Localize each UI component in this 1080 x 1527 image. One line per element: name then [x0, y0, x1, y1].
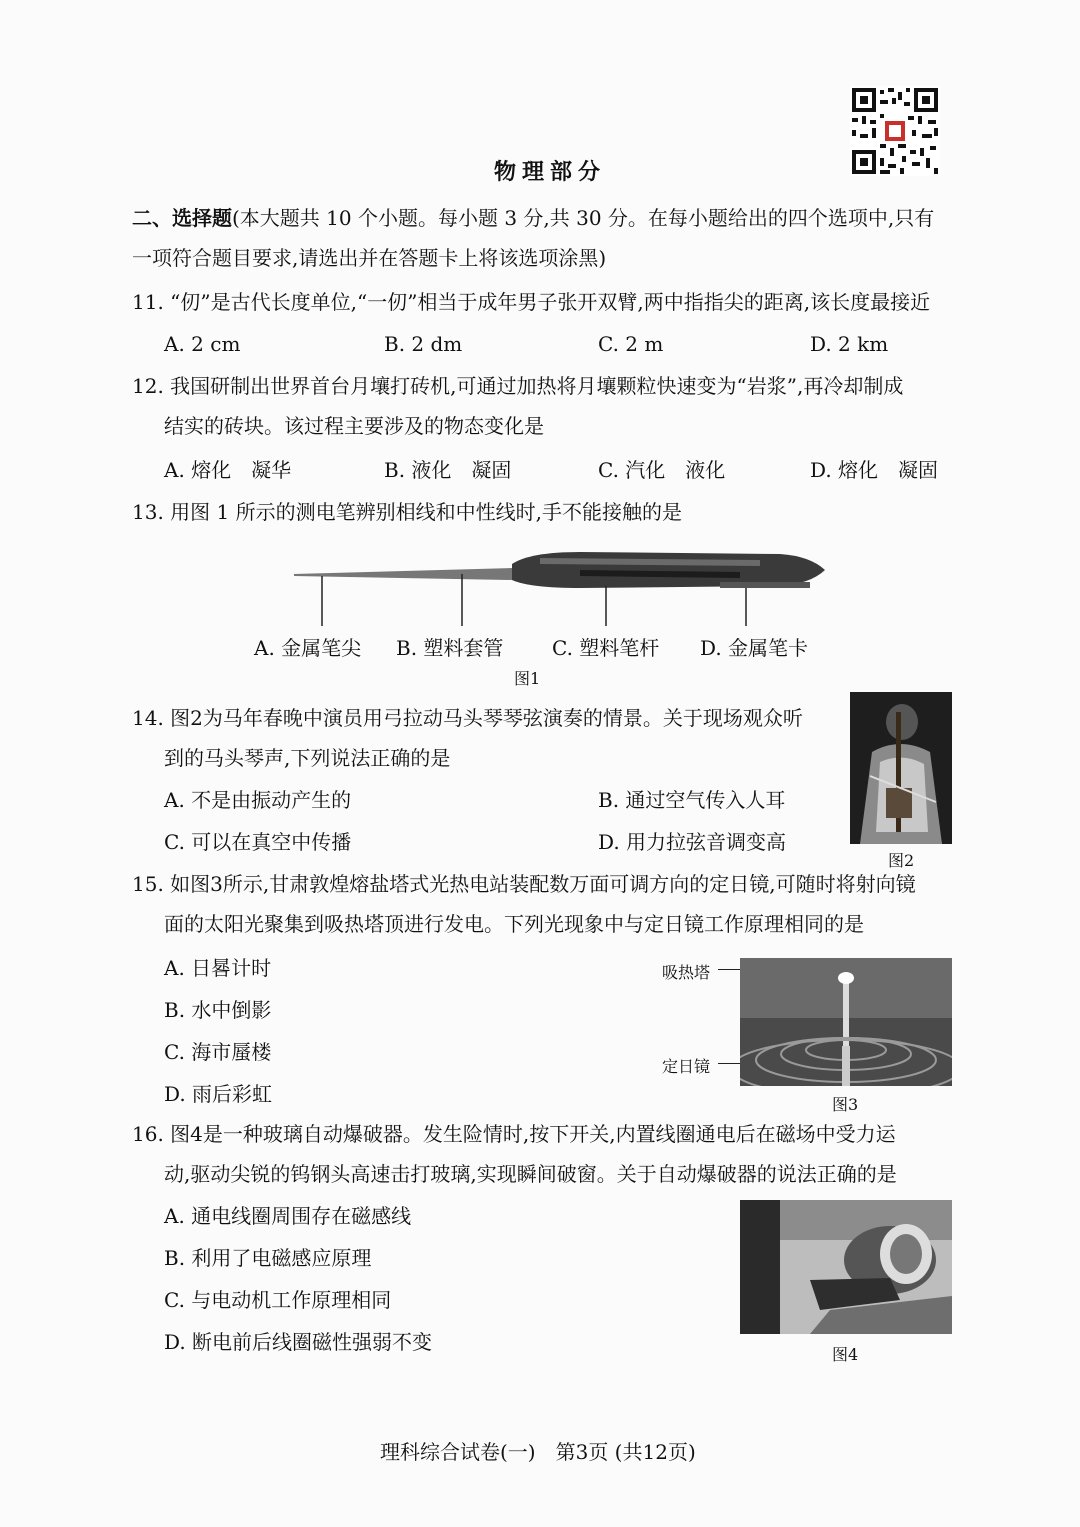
q15-option-b[interactable]: B. 水中倒影	[164, 998, 272, 1022]
q15-option-d[interactable]: D. 雨后彩虹	[164, 1082, 273, 1106]
question-13: 13. 用图 1 所示的测电笔辨别相线和中性线时,手不能接触的是	[132, 500, 682, 524]
qr-code	[850, 86, 940, 176]
q16-option-b[interactable]: B. 利用了电磁感应原理	[164, 1246, 372, 1270]
question-11: 11. “仞”是古代长度单位,“一仞”相当于成年男子张开双臂,两中指指尖的距离,该长度最接近	[132, 290, 931, 314]
q12-option-d[interactable]: D. 熔化 凝固	[810, 458, 939, 482]
solar-plant-photo	[740, 958, 952, 1086]
horsehead-fiddle-photo	[850, 692, 952, 844]
section-heading: 二、选择题	[132, 206, 232, 230]
question-16-line1: 16. 图4是一种玻璃自动爆破器。发生险情时,按下开关,内置线圈通电后在磁场中受力运	[132, 1122, 896, 1146]
glass-breaker-photo	[740, 1200, 952, 1334]
label-heliostat: 定日镜	[662, 1057, 711, 1076]
pen-label-d: D. 金属笔卡	[700, 636, 809, 660]
question-14-line1: 14. 图2为马年春晚中演员用弓拉动马头琴琴弦演奏的情景。关于现场观众听	[132, 706, 803, 730]
q12-option-a[interactable]: A. 熔化 凝华	[164, 458, 292, 482]
page-title: 物理部分	[494, 159, 607, 185]
pen-label-b: B. 塑料套管	[396, 636, 504, 660]
test-pen-figure	[280, 540, 840, 630]
q12-option-c[interactable]: C. 汽化 液化	[598, 458, 726, 482]
figure-4-caption: 图4	[832, 1345, 859, 1364]
question-12-line1: 12. 我国研制出世界首台月壤打砖机,可通过加热将月壤颗粒快速变为“岩浆”,再冷却制成	[132, 374, 904, 398]
section-instr-line1: (本大题共 10 个小题。每小题 3 分,共 30 分。在每小题给出的四个选项中,只有	[232, 206, 935, 230]
page-footer: 理科综合试卷(一) 第3页 (共12页)	[380, 1440, 696, 1464]
question-14-line2: 到的马头琴声,下列说法正确的是	[164, 746, 451, 770]
question-15-line2: 面的太阳光聚集到吸热塔顶进行发电。下列光现象中与定日镜工作原理相同的是	[164, 912, 864, 936]
section-instructions	[132, 204, 934, 232]
pen-label-c: C. 塑料笔杆	[552, 636, 660, 660]
q11-option-c[interactable]: C. 2 m	[598, 332, 664, 356]
label-heat-tower: 吸热塔	[662, 963, 711, 982]
question-12-line2: 结实的砖块。该过程主要涉及的物态变化是	[164, 414, 544, 438]
q16-option-d[interactable]: D. 断电前后线圈磁性强弱不变	[164, 1330, 433, 1354]
q14-option-c[interactable]: C. 可以在真空中传播	[164, 830, 352, 854]
figure-3-caption: 图3	[832, 1095, 859, 1114]
q14-option-d[interactable]: D. 用力拉弦音调变高	[598, 830, 787, 854]
figure-2-caption: 图2	[888, 851, 915, 870]
question-16-line2: 动,驱动尖锐的钨钢头高速击打玻璃,实现瞬间破窗。关于自动爆破器的说法正确的是	[164, 1162, 897, 1186]
section-instr-line2: 一项符合题目要求,请选出并在答题卡上将该选项涂黑)	[132, 246, 607, 270]
pen-label-a: A. 金属笔尖	[254, 636, 362, 660]
q11-option-d[interactable]: D. 2 km	[810, 332, 889, 356]
q15-option-a[interactable]: A. 日晷计时	[164, 956, 272, 980]
q11-option-b[interactable]: B. 2 dm	[384, 332, 463, 356]
q16-option-a[interactable]: A. 通电线圈周围存在磁感线	[164, 1204, 412, 1228]
q12-option-b[interactable]: B. 液化 凝固	[384, 458, 512, 482]
q11-option-a[interactable]: A. 2 cm	[164, 332, 241, 356]
q14-option-b[interactable]: B. 通过空气传入人耳	[598, 788, 786, 812]
q15-option-c[interactable]: C. 海市蜃楼	[164, 1040, 272, 1064]
q16-option-c[interactable]: C. 与电动机工作原理相同	[164, 1288, 392, 1312]
question-15-line1: 15. 如图3所示,甘肃敦煌熔盐塔式光热电站装配数万面可调方向的定日镜,可随时将射向镜	[132, 872, 916, 896]
figure-1-caption: 图1	[514, 669, 541, 688]
q14-option-a[interactable]: A. 不是由振动产生的	[164, 788, 352, 812]
